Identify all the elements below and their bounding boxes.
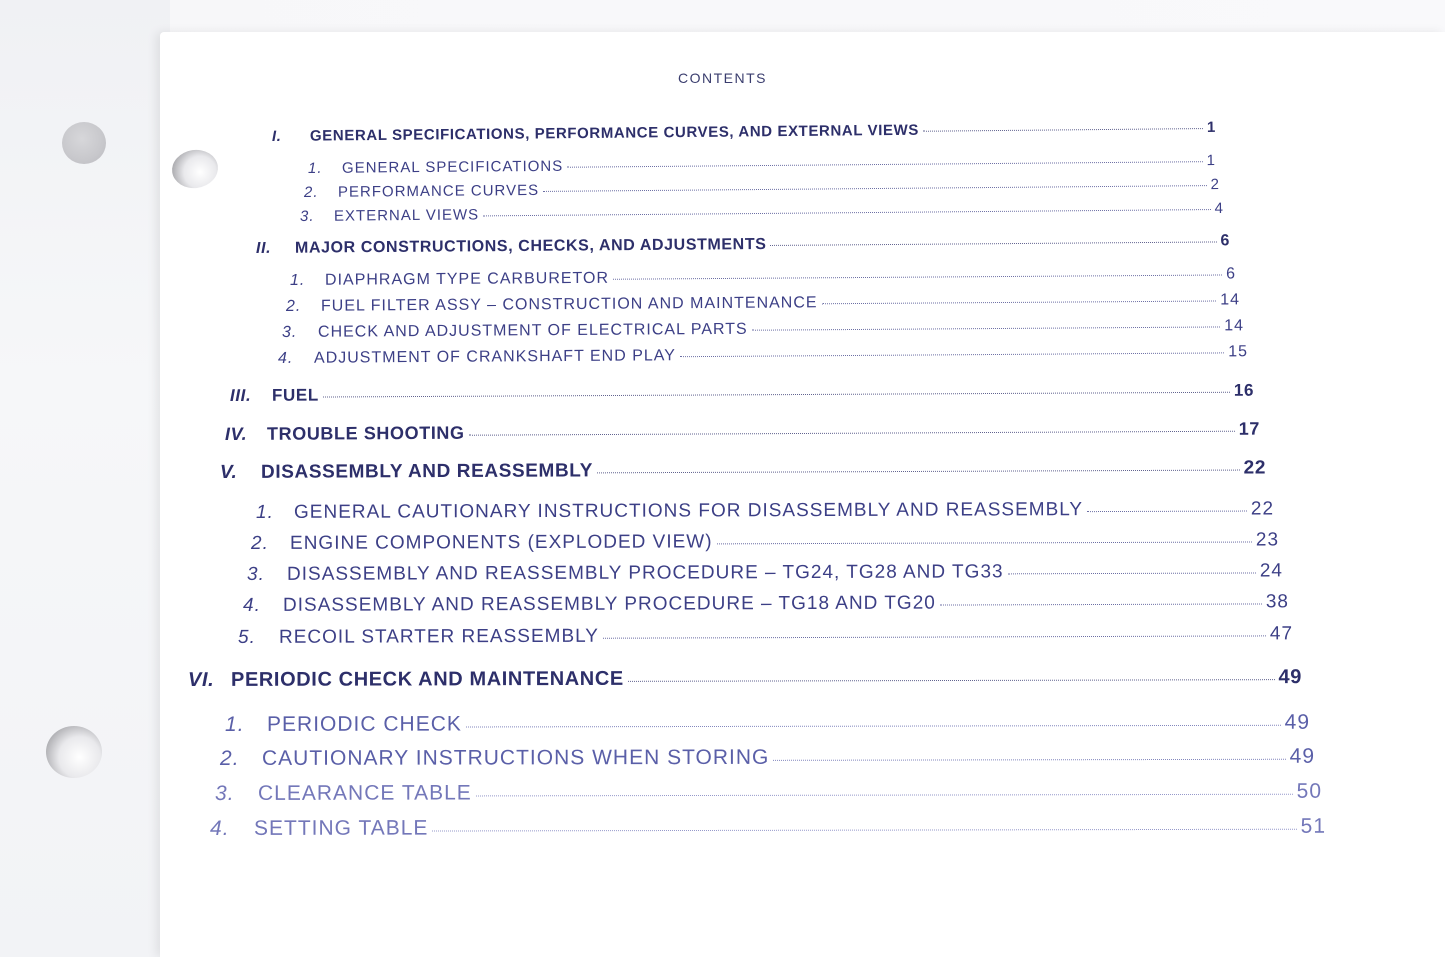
page-number: 14: [1220, 291, 1241, 309]
punch-hole-back-top: [62, 122, 106, 164]
page-number: 47: [1269, 623, 1294, 645]
item-number: 1.: [307, 159, 323, 177]
section-number: II.: [255, 239, 272, 257]
page-number: 23: [1255, 529, 1280, 551]
toc-item-6-3[interactable]: [215, 780, 1322, 806]
item-number: 5.: [237, 626, 256, 648]
dot-leader: [483, 209, 1210, 216]
toc-item-5-1[interactable]: [256, 498, 1274, 524]
toc-section-5[interactable]: [220, 457, 1266, 484]
page-number: 50: [1296, 779, 1323, 803]
toc-item-6-2[interactable]: [220, 745, 1315, 771]
item-number: 2.: [250, 532, 269, 554]
dot-leader: [717, 542, 1252, 545]
page-title: CONTENTS: [678, 70, 767, 86]
item-label: PERIODIC CHECK: [266, 712, 462, 736]
item-label: GENERAL CAUTIONARY INSTRUCTIONS FOR DISASSEMBLY AND REASSEMBLY: [293, 499, 1084, 523]
page-number: 49: [1289, 744, 1316, 768]
dot-leader: [770, 241, 1216, 246]
item-number: 2.: [219, 746, 240, 770]
item-number: 4.: [242, 594, 261, 616]
item-number: 1.: [289, 271, 306, 289]
page-number: 51: [1300, 814, 1327, 838]
item-number: 3.: [246, 563, 265, 585]
page-number: 49: [1284, 710, 1311, 734]
toc-item-6-1[interactable]: [225, 711, 1310, 737]
page-number: 6: [1220, 232, 1231, 250]
page-number: 1: [1206, 118, 1217, 137]
section-label: GENERAL SPECIFICATIONS, PERFORMANCE CURVES, AND EXTERNAL VIEWS: [309, 121, 919, 145]
dot-leader: [940, 603, 1262, 605]
dot-leader: [1087, 511, 1247, 513]
page-number: 2: [1210, 176, 1221, 194]
item-label: RECOIL STARTER REASSEMBLY: [278, 625, 599, 648]
dot-leader: [1008, 572, 1256, 574]
dot-leader: [822, 301, 1217, 305]
dot-leader: [567, 161, 1202, 168]
dot-leader: [469, 431, 1235, 436]
toc-item-5-3[interactable]: [247, 560, 1283, 586]
section-label: PERIODIC CHECK AND MAINTENANCE: [230, 667, 624, 691]
section-number: IV.: [224, 423, 248, 444]
dot-leader: [680, 352, 1224, 357]
page-number: 15: [1228, 343, 1249, 361]
item-label: CHECK AND ADJUSTMENT OF ELECTRICAL PARTS: [317, 320, 748, 341]
section-number: VI.: [187, 668, 215, 691]
section-label: DISASSEMBLY AND REASSEMBLY: [260, 460, 594, 483]
item-number: 4.: [209, 816, 230, 840]
dot-leader: [603, 635, 1266, 638]
punch-hole-bottom: [46, 726, 102, 778]
item-label: DISASSEMBLY AND REASSEMBLY PROCEDURE – TG18 AND TG20: [282, 592, 936, 616]
page-number: 6: [1226, 265, 1237, 283]
dot-leader: [628, 679, 1275, 682]
dot-leader: [923, 128, 1203, 132]
item-number: 2.: [303, 183, 319, 201]
item-number: 2.: [285, 297, 302, 315]
section-number: III.: [229, 385, 252, 405]
dot-leader: [543, 185, 1207, 192]
dot-leader: [597, 470, 1240, 474]
item-label: SETTING TABLE: [253, 816, 429, 840]
item-label: EXTERNAL VIEWS: [333, 206, 480, 225]
item-number: 1.: [224, 712, 245, 736]
page-number: 22: [1250, 498, 1275, 520]
item-number: 3.: [281, 323, 298, 341]
item-label: DIAPHRAGM TYPE CARBURETOR: [324, 269, 610, 289]
toc-item-5-2[interactable]: [251, 529, 1279, 555]
section-label: TROUBLE SHOOTING: [266, 422, 465, 444]
item-label: GENERAL SPECIFICATIONS: [341, 157, 564, 177]
dot-leader: [432, 829, 1296, 832]
item-label: ADJUSTMENT OF CRANKSHAFT END PLAY: [313, 347, 676, 367]
dot-leader: [773, 759, 1285, 761]
page-number: 24: [1259, 560, 1284, 582]
page-number: 4: [1214, 199, 1225, 218]
item-number: 3.: [299, 207, 315, 225]
item-label: CAUTIONARY INSTRUCTIONS WHEN STORING: [261, 745, 770, 770]
page-number: 17: [1238, 418, 1261, 439]
item-number: 3.: [214, 781, 235, 805]
page-number: 14: [1224, 317, 1245, 335]
dot-leader: [466, 725, 1281, 728]
toc-section-6[interactable]: [188, 666, 1302, 692]
dot-leader: [613, 274, 1222, 279]
section-number: V.: [219, 461, 238, 483]
dot-leader: [323, 392, 1230, 398]
page-number: 22: [1243, 457, 1267, 479]
item-number: 4.: [277, 349, 294, 367]
toc-item-5-5[interactable]: [238, 623, 1293, 649]
dot-leader: [752, 326, 1220, 330]
item-number: 1.: [255, 501, 274, 523]
section-label: MAJOR CONSTRUCTIONS, CHECKS, AND ADJUSTMENTS: [294, 235, 767, 257]
toc-item-5-4[interactable]: [243, 591, 1289, 617]
page-number: 1: [1206, 152, 1217, 170]
section-number: I.: [271, 127, 282, 145]
page-number: 16: [1233, 380, 1255, 400]
page-number: 38: [1265, 591, 1290, 613]
item-label: FUEL FILTER ASSY – CONSTRUCTION AND MAINTENANCE: [320, 294, 818, 315]
item-label: PERFORMANCE CURVES: [337, 181, 540, 201]
dot-leader: [476, 794, 1293, 797]
page-number: 49: [1278, 666, 1303, 689]
item-label: CLEARANCE TABLE: [257, 781, 472, 805]
item-label: ENGINE COMPONENTS (EXPLODED VIEW): [289, 531, 713, 554]
section-label: FUEL: [271, 385, 319, 405]
toc-item-6-4[interactable]: [210, 815, 1326, 841]
item-label: DISASSEMBLY AND REASSEMBLY PROCEDURE – TG24, TG28 AND TG33: [286, 561, 1004, 585]
